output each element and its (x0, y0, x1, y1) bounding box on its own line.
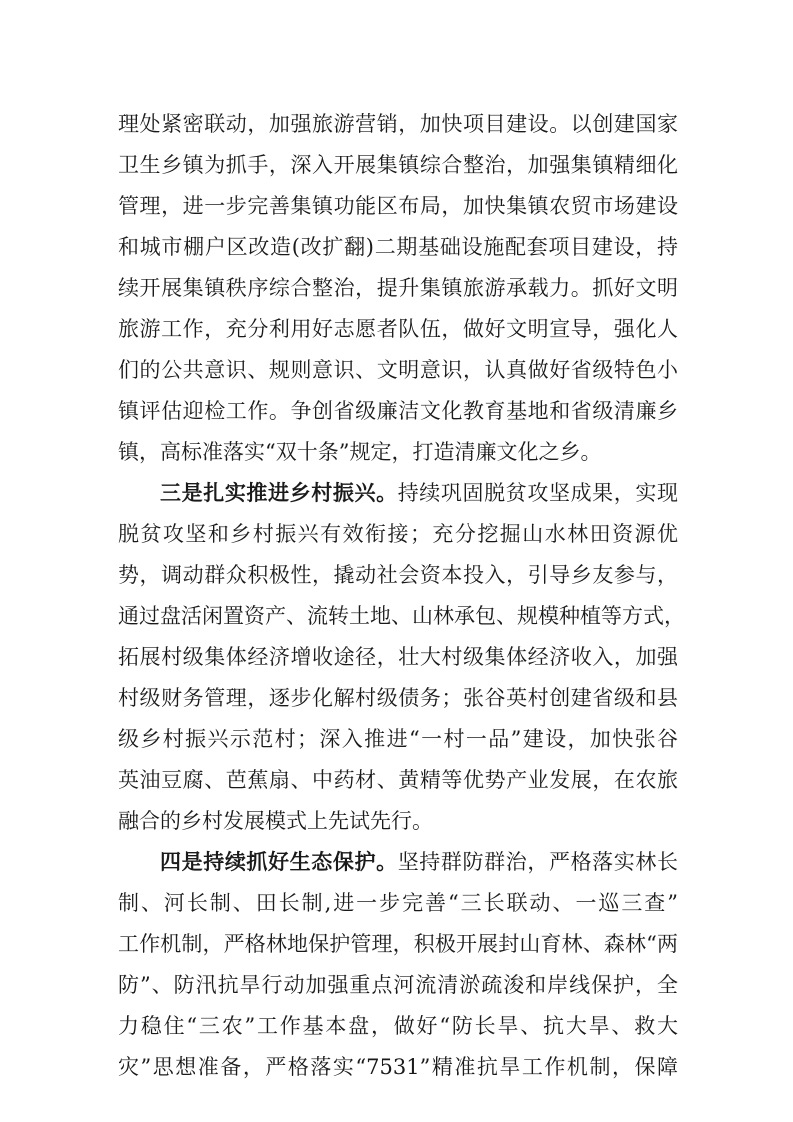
paragraph-3-line-1 (160, 842, 678, 882)
paragraph-1-line-5: 续开展集镇秩序综合整治，提升集镇旅游承载力。抓好文明 (118, 276, 678, 300)
paragraph-3-line-5: 力稳住“三农”工作基本盘，做好“防长旱、抗大旱、救大 (118, 1014, 678, 1038)
paragraph-2-line-2: 脱贫攻坚和乡村振兴有效衔接；充分挖掘山水林田资源优 (118, 522, 678, 546)
paragraph-3-line-3: 工作机制，严格林地保护管理，积极开展封山育林、森林“两 (118, 932, 678, 956)
paragraph-3-line-2: 制、河长制、田长制,进一步完善“三长联动、一巡三查” (118, 891, 678, 915)
paragraph-1-line-8: 镇评估迎检工作。争创省级廉洁文化教育基地和省级清廉乡 (118, 399, 678, 423)
paragraph-2-line-1 (160, 473, 678, 513)
paragraph-2-line-4: 通过盘活闲置资产、流转土地、山林承包、规模种植等方式， (118, 604, 685, 628)
paragraph-3-line-6: 灾”思想准备，严格落实“7531”精准抗旱工作机制，保障 (118, 1055, 678, 1079)
paragraph-1-line-9: 镇，高标准落实“双十条”规定，打造清廉文化之乡。 (118, 440, 602, 464)
paragraph-1-line-6: 旅游工作，充分利用好志愿者队伍，做好文明宣导，强化人 (118, 317, 678, 341)
paragraph-1-line-2: 卫生乡镇为抓手，深入开展集镇综合整治，加强集镇精细化 (118, 153, 678, 177)
paragraph-1-line-3: 管理，进一步完善集镇功能区布局，加快集镇农贸市场建设 (118, 194, 678, 218)
paragraph-3-line-4: 防”、防汛抗旱行动加强重点河流清淤疏浚和岸线保护，全 (118, 973, 678, 997)
paragraph-2-heading: 三是扎实推进乡村振兴。 (160, 481, 398, 505)
paragraph-2-line-1-text: 持续巩固脱贫攻坚成果，实现 (397, 481, 679, 505)
paragraph-2-line-7: 级乡村振兴示范村；深入推进“一村一品”建设，加快张谷 (118, 727, 678, 751)
paragraph-2-line-6: 村级财务管理，逐步化解村级债务；张谷英村创建省级和县 (118, 686, 678, 710)
paragraph-2-line-9: 融合的乡村发展模式上先试先行。 (118, 809, 433, 833)
paragraph-1-line-1: 理处紧密联动，加强旅游营销，加快项目建设。以创建国家 (118, 112, 678, 136)
paragraph-3-line-1-text: 坚持群防群治，严格落实林长 (397, 850, 679, 874)
paragraph-1-line-7: 们的公共意识、规则意识、文明意识，认真做好省级特色小 (118, 358, 678, 382)
paragraph-1-line-4: 和城市棚户区改造(改扩翻)二期基础设施配套项目建设，持 (118, 235, 678, 259)
paragraph-2-line-3: 势，调动群众积极性，撬动社会资本投入，引导乡友参与， (118, 563, 678, 587)
paragraph-3-heading: 四是持续抓好生态保护。 (160, 850, 398, 874)
paragraph-2-line-8: 英油豆腐、芭蕉扇、中药材、黄精等优势产业发展，在农旅 (118, 768, 678, 792)
paragraph-2-line-5: 拓展村级集体经济增收途径，壮大村级集体经济收入，加强 (118, 645, 678, 669)
